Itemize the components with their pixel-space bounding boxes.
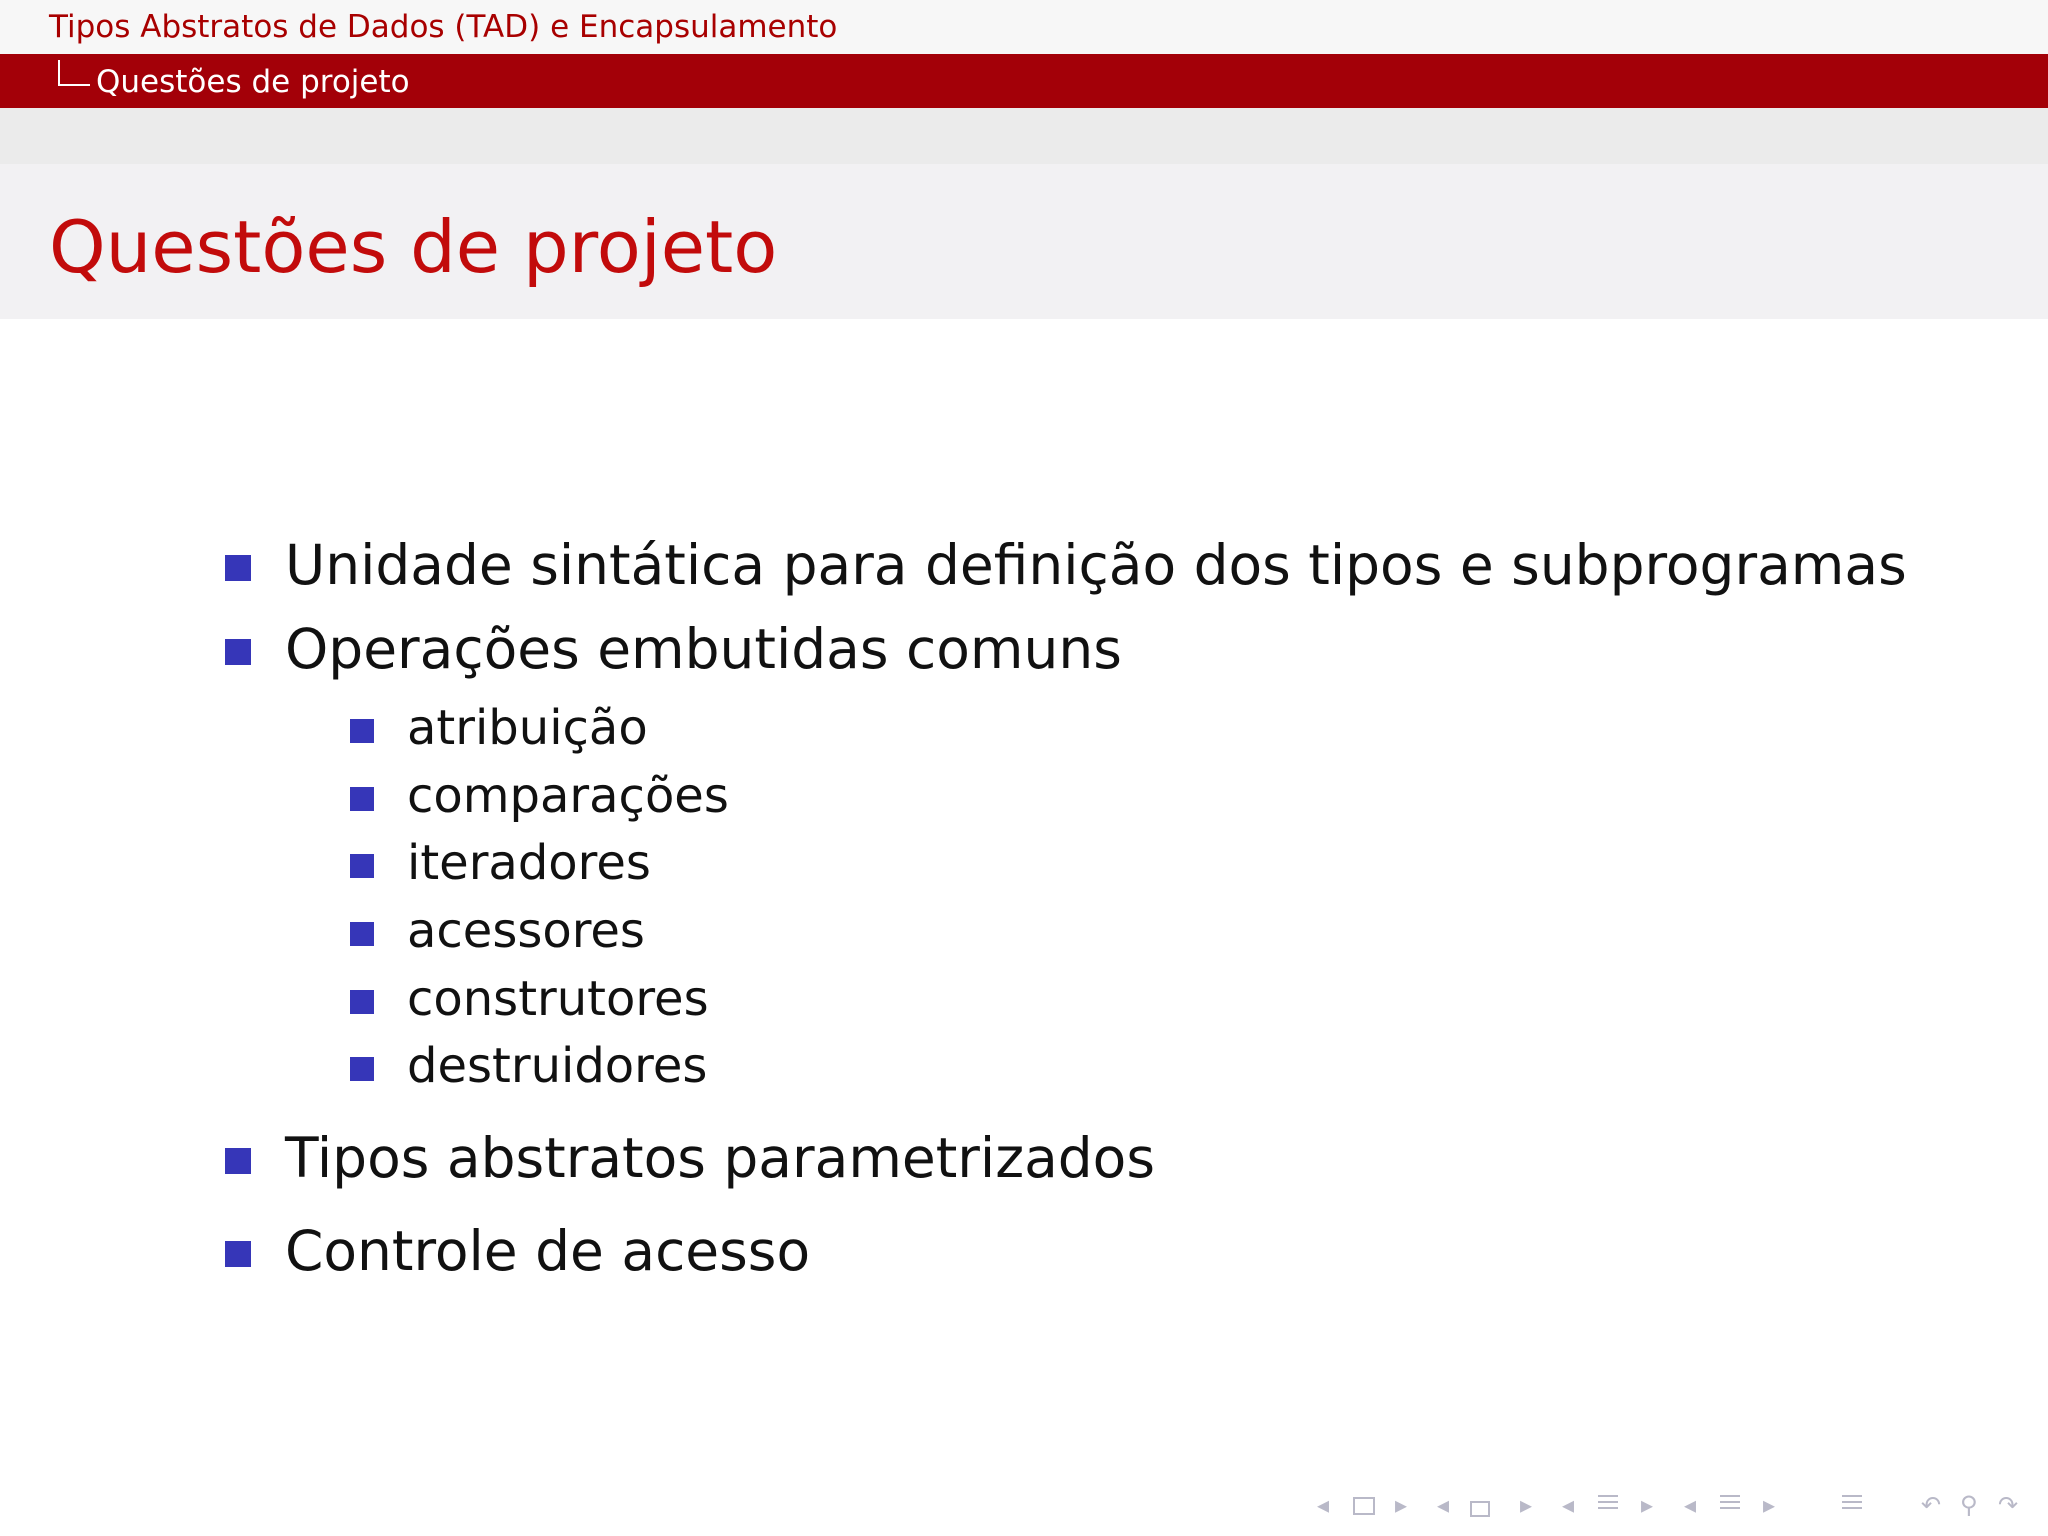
- arrow-left-icon[interactable]: ◂: [1317, 1491, 1330, 1519]
- bullet-square-icon: [350, 1057, 374, 1081]
- sub-bullet-item: [407, 1035, 707, 1097]
- bullet-square-icon: [225, 639, 251, 665]
- beamer-navigation-bar: [0, 1490, 2048, 1520]
- sub-bullet-text: comparações: [407, 768, 729, 824]
- bullet-item: [285, 614, 1122, 684]
- sub-bullet-item: [407, 765, 729, 827]
- bullet-item: [285, 530, 1907, 600]
- bullet-square-icon: [350, 854, 374, 878]
- bullet-square-icon: [225, 1241, 251, 1267]
- bullet-square-icon: [350, 719, 374, 743]
- sub-bullet-item: [407, 832, 651, 894]
- arrow-left-icon[interactable]: ◂: [1562, 1491, 1575, 1519]
- redo-icon[interactable]: ↷: [1998, 1491, 2019, 1519]
- outline-icon[interactable]: [1842, 1495, 1862, 1513]
- arrow-right-icon[interactable]: ▸: [1763, 1491, 1776, 1519]
- frame-icon[interactable]: [1353, 1497, 1375, 1515]
- subsection-header: [0, 54, 2048, 108]
- search-icon[interactable]: ⚲: [1960, 1491, 1978, 1519]
- sub-bullet-item: [407, 900, 645, 962]
- arrow-left-icon[interactable]: ◂: [1437, 1491, 1450, 1519]
- bullet-text: Controle de acesso: [285, 1219, 811, 1283]
- arrow-right-icon[interactable]: ▸: [1395, 1491, 1408, 1519]
- sub-bullet-text: acessores: [407, 903, 645, 959]
- section-icon[interactable]: [1598, 1495, 1618, 1513]
- presentation-icon[interactable]: [1720, 1495, 1740, 1513]
- bullet-text: Unidade sintática para definição dos tipos e subprogramas: [285, 533, 1907, 597]
- sub-bullet-text: construtores: [407, 971, 709, 1027]
- sub-bullet-text: atribuição: [407, 700, 648, 756]
- bullet-square-icon: [350, 922, 374, 946]
- bullet-square-icon: [350, 990, 374, 1014]
- bullet-square-icon: [350, 787, 374, 811]
- tree-connector-icon: [58, 60, 90, 86]
- section-header: [0, 0, 2048, 54]
- subsection-title[interactable]: Questões de projeto: [96, 64, 410, 100]
- undo-icon[interactable]: ↶: [1921, 1491, 1942, 1519]
- sub-bullet-item: [407, 968, 709, 1030]
- slide-content: [0, 319, 2048, 1419]
- subsection-icon[interactable]: [1470, 1501, 1490, 1517]
- arrow-right-icon[interactable]: ▸: [1520, 1491, 1533, 1519]
- bullet-square-icon: [225, 1148, 251, 1174]
- header-spacer: [0, 108, 2048, 164]
- arrow-right-icon[interactable]: ▸: [1641, 1491, 1654, 1519]
- bullet-item: [285, 1123, 1155, 1193]
- bullet-text: Tipos abstratos parametrizados: [285, 1126, 1155, 1190]
- bullet-text: Operações embutidas comuns: [285, 617, 1122, 681]
- sub-bullet-text: iteradores: [407, 835, 651, 891]
- frame-title: Questões de projeto: [49, 205, 778, 289]
- bullet-square-icon: [225, 555, 251, 581]
- sub-bullet-item: [407, 697, 648, 759]
- sub-bullet-text: destruidores: [407, 1038, 708, 1094]
- frame-title-bar: [0, 164, 2048, 319]
- bullet-item: [285, 1216, 810, 1286]
- section-title[interactable]: Tipos Abstratos de Dados (TAD) e Encapsulamento: [49, 9, 838, 45]
- arrow-left-icon[interactable]: ◂: [1684, 1491, 1697, 1519]
